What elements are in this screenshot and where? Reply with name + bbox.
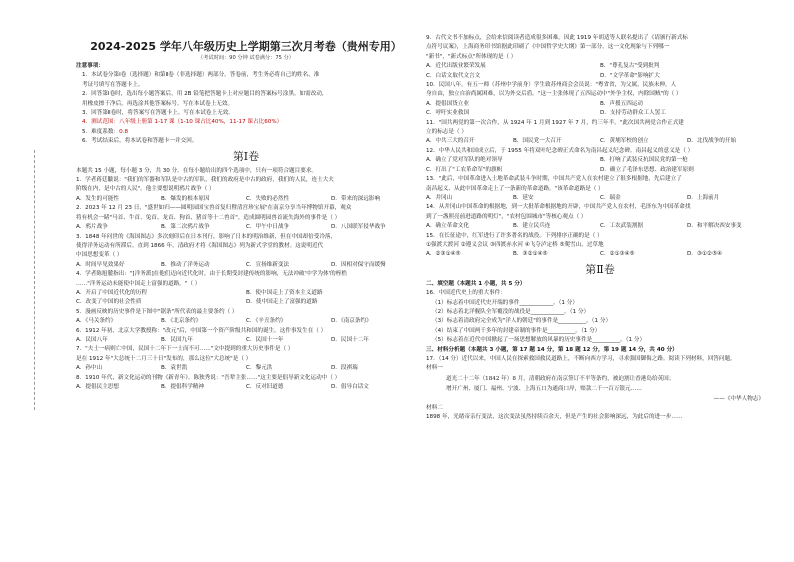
answer-option: A．开启了中国近代化的历程 (76, 289, 147, 296)
answer-option: C．白话文取代文言文 (426, 72, 481, 79)
answer-option: C．②①③④⑤ (600, 251, 635, 258)
option-row (76, 317, 416, 326)
question-text: 12．中华人民共和国成立后，于 1955 年将双叶纪念碑正式命名为南昌起义纪念碑。南昌起义的意义是（ ） (426, 147, 694, 154)
question-text: 4．学者陈旭麓指出："[洋务派]在他们迈向近代化时，由于长期受封建传统的影响，无法冲破'中学为体'的桎梏 (76, 271, 347, 278)
answer-option: C．反对旧道德 (246, 384, 284, 390)
answer-option: B．提倡科学精神 (161, 384, 204, 390)
answer-option: D．带来的深远影响 (331, 195, 381, 202)
question-text: 6．1912 年初，北京大学教授称："改元"后，中国第一个资产阶级共和国的诞生。这件事发生在（ ） (76, 327, 327, 334)
answer-option: B．声援五四运动 (600, 100, 643, 107)
answer-option: D．③①②⑤④ (687, 251, 722, 258)
option-row (76, 383, 416, 392)
option-row (76, 289, 416, 298)
answer-option: D．支持劳动群众工人罢工 (600, 110, 666, 117)
answer-option: A．提倡民主思想 (76, 384, 119, 390)
answer-option: C．黎元洪 (246, 365, 273, 372)
notice-item: 考证号填写在答题卡上。 (82, 81, 144, 88)
fill-item: （3）标志着清政府完全成为"洋人的朝廷"的事件是__________。（1 分） (432, 318, 612, 325)
answer-option: D．段祺瑞 (331, 365, 358, 372)
answer-option: C．民国十一年 (246, 336, 284, 343)
question-text: 14．从井冈山中国革命的根据地，到一大批革命根据地的开辟，中国共产党人在农村，毛泽东为中国革命找 (426, 204, 691, 211)
notice-item: 3．回答第Ⅱ卷时，将答案写在答题卡上。写在本试卷上无效。 (82, 110, 234, 117)
material-quote-2: 增开广州、厦门、福州、宁波、上海五口为通商口岸，赔款二千一百万银元…… (446, 385, 642, 392)
option-row (76, 195, 416, 204)
option-row (426, 100, 774, 109)
material-question-line: 材料一 (426, 365, 443, 372)
answer-option: C．改变了中国的社会性质 (76, 299, 142, 306)
answer-option: B．袁世凯 (161, 365, 188, 372)
answer-option: C．失败的必然性 (246, 195, 290, 202)
answer-option: A．确立革命文化 (426, 223, 469, 230)
option-row (426, 222, 774, 231)
question-text: 9．古代文书不加标点，会给来信阅读者造成很多困难。因此 1919 年胡适等人联名提出了《请颁行新式标 (426, 35, 688, 41)
notice-item-6: 6．考试结束后，将本试卷和答题卡一并交回。 (82, 138, 198, 145)
answer-option: D．《南京条约》 (331, 318, 372, 325)
answer-option: C．呼吁实业救国 (426, 110, 470, 117)
answer-option: D．八国联军侵华战争 (331, 224, 386, 231)
answer-option: B．建立民兵连 (513, 223, 551, 230)
answer-option: A．井冈山 (426, 194, 453, 201)
answer-option: C．工农武装割据 (600, 223, 644, 230)
answer-option: C．甲午中日战争 (246, 224, 290, 231)
test-scope: 4．测试范围：八年级上册第 1-17 课（1-10 课占比40%，11-17 课占比60%） (82, 119, 283, 126)
fill-item-list (426, 299, 774, 346)
notice-item: 1．本试卷分第Ⅰ卷（选择题）和第Ⅱ卷（非选择题）两部分。答卷前，考生务必将自己的姓名、准 (82, 72, 320, 79)
exam-meta: （考试时间：90 分钟 试卷满分：75 分） (198, 55, 294, 61)
answer-option: C．《辛丑条约》 (246, 318, 287, 325)
material-question (426, 355, 774, 374)
option-row (426, 137, 774, 146)
answer-option: A．中共三大的召开 (426, 138, 475, 145)
question-text: 10．民国八年，有五一师（苏州中学前身）学生致苏州商会会员说："粤省省，为父属，民族未伸，人 (426, 82, 677, 89)
answer-option: A．②③①④⑤ (426, 251, 461, 258)
option-row (426, 109, 774, 118)
binding-line (34, 150, 35, 410)
fill-item: （1）标志着中国近代史开端的事件____________。（1 分） (432, 299, 578, 306)
answer-option: D．和平解决西安事变 (687, 223, 742, 230)
answer-option: A．提倡国货立业 (426, 100, 469, 107)
option-row (426, 194, 774, 203)
fill-item: （4）结束了中国两千多年的封建帝制的事件是__________。（1 分） (432, 327, 601, 334)
question-text: 中国思想变革（ ） (76, 252, 123, 259)
right-column (426, 34, 774, 556)
material-2-text: 1898 年，光绪帝亲行变法，这次变法虽然持续百余天，但是产生的社会影响深远，为此后的进一步…… (426, 414, 683, 421)
answer-option: D．使中国走上了富强的道路 (246, 299, 318, 306)
question-text: 7．"夫士一病则亡中国，民国十二年下一士而不可……"文中提到的重大历史事件是（ ） (76, 346, 294, 353)
notice-item: 用橡皮擦干净后，再选涂其他答案标号。写在本试卷上无效。 (82, 100, 234, 107)
answer-option: B．③②①④⑤ (513, 251, 548, 258)
question-text: 3．1848 年问世的《海国图志》多次刻印后在日本刊行，影响了日本的明治维新，但在中国却倍受冷落， (76, 233, 337, 240)
material-intro: 三、材料分析题（本题共 3 小题，第 17 题 14 分，第 18 题 12 分，第 19 题 14 分，共 40 分） (426, 346, 678, 353)
fill-question: 16．中国近代史上的重大事件： (426, 290, 506, 297)
question-text: 点符号议案》，上海商务印书馆据此印刷了《中国哲学史大纲》第一部分。这一文化现象与下列哪一 (426, 44, 670, 51)
option-row (426, 166, 774, 175)
question-text: 8．1910 年代，新文化运动的刊物《新青年》。陈独秀说："吾辈主张……"这主要是倡导新文化运动中（ ） (76, 374, 341, 381)
answer-option: B．爆发的根本原因 (161, 195, 210, 202)
question-text: 阶级在内，是中古的人民"。他主要想说明鸦片战争（ ） (76, 186, 215, 193)
option-row (76, 261, 416, 270)
section-1-intro: 本题共 15 小题，每小题 3 分，共 30 分。在每小题给出的四个选项中，只有一项符合题目要求。 (76, 167, 318, 174)
answer-option: D．倡导白话文 (331, 384, 369, 390)
right-question-list (426, 34, 774, 260)
answer-option: B．"尊孔复古"受到批判 (600, 63, 660, 70)
option-row (426, 250, 774, 259)
question-text: 11．"国共两党的第一次合作，从 1924 年 1 月到 1927 年 7 月，约三年半。"此次国共两党合作正式建 (426, 119, 684, 126)
answer-option: B．推动了洋务运动 (161, 261, 210, 268)
left-column (76, 34, 416, 556)
option-row (76, 336, 416, 345)
binding-margin (14, 150, 54, 410)
question-text: 立的标志是（ ） (426, 129, 467, 136)
question-text: 5．漫画反映的历史事件是下图中"锯条"所代表的最主要条约（ ） (76, 308, 238, 315)
answer-option: A．鸦片战争 (76, 224, 108, 231)
option-row (426, 72, 774, 81)
fill-item: （5）标志着在近代中国掀起了一场思想解放的风暴的历史事件是__________。（1 分） (432, 337, 646, 344)
fill-item: （2）标志着北洋舰队全军覆没的战役是____________。（1 分） (432, 308, 590, 315)
notice-heading: 注意事项： (76, 63, 104, 69)
exam-title: 2024-2025 学年八年级历史上学期第三次月考卷（贵州专用） (90, 40, 402, 53)
option-row (76, 223, 416, 232)
answer-option: B．延安 (513, 194, 534, 201)
option-row (426, 156, 774, 165)
question-text: "新书"，"新式标点"所体现的是（ ） (426, 53, 517, 60)
fill-intro: 二、填空题（本题共 1 小题，共 5 分） (426, 280, 526, 287)
answer-option: C．瑞金 (600, 194, 621, 201)
material-quote: 道光二十二年（1842 年）8 月，清朝政府在南京签订不平等条约，被迫割让香港岛给英国； (446, 375, 675, 382)
question-text: 13．"此后，中国革命进入土地革命武装斗争时期，中国共产党人在农村建立了很多根据地，先后建立了 (426, 176, 682, 183)
left-question-list (76, 176, 416, 392)
material-source: ——《中华人物志》 (713, 395, 764, 402)
question-text: ①强渡大渡河 ②遵义会议 ③四渡赤水河 ④飞夺泸定桥 ⑤爬雪山、过草地 (426, 241, 604, 248)
answer-option: A．发生的可能性 (76, 195, 119, 202)
answer-option: B．使中国走上了资本主义道路 (246, 289, 323, 296)
option-row (76, 364, 416, 373)
material-2-label: 材料二 (426, 404, 443, 411)
answer-option: D．民国十二年 (331, 336, 369, 343)
notice-item: 2．回答第Ⅰ卷时，选出每小题答案后，用 2B 铅笔把答题卡上对应题目的答案标号涂黑。如需改动， (82, 91, 328, 98)
question-text: 是在 1912 年"大总统十二月三十日"发布的，那么这位"大总统"是（ ） (76, 355, 252, 362)
answer-option: D．因相对保守而缓慢 (331, 261, 386, 268)
answer-option: A．时间早见效果好 (76, 261, 125, 268)
question-text: 15．在长征途中，红军进行了许多著名的战役。下列排序正确的是（ ） (426, 232, 603, 239)
answer-option: B．国民党一大召开 (513, 138, 562, 145)
question-text: 将有机会一睹"马首、牛首、兔首、龙首、狗首、猪首等十二兽首"。造成圆明园兽首流失海外的事件是（ ） (76, 214, 341, 221)
answer-option: B．《北京条约》 (161, 318, 202, 325)
answer-option: A．《马关条约》 (76, 318, 117, 325)
question-text: 2．2023 年 12 月 23 日，"盛世如归——圆明园国宝兽首复归暨清宫珍宝展"在南京分享当年博物馆开幕，观众 (76, 205, 352, 212)
answer-option: A．确立了党对军队的绝对领导 (426, 157, 503, 164)
question-text: ……"洋务运动未能使中国走上富强的道路。"（ ） (76, 280, 201, 287)
notice-list (76, 71, 416, 118)
material-question-line: 17．（14 分）近代以来，中国人民在探索救国救民道路上，不断向西方学习，寻求强国御侮之路。阅读下列材料，回答问题。 (426, 356, 736, 362)
difficulty-value: 0.8 (119, 128, 129, 135)
section-1-title: 第Ⅰ卷 (232, 149, 260, 163)
option-row (76, 298, 416, 307)
question-text: 1．学者蒋廷黻说："我们的军器和军队是中古的军队，我们的政府是中古的政府，我们的人民，连士大夫 (76, 177, 334, 184)
option-row (426, 62, 774, 71)
answer-option: D．北伐战争的开始 (687, 138, 737, 145)
answer-option: B．民国九年 (161, 336, 193, 343)
answer-option: D．确立了毛泽东思想、政治建军原则 (600, 166, 694, 173)
answer-option: C．宣扬维新变法 (246, 261, 290, 268)
answer-option: A．民国八年 (76, 336, 108, 343)
question-text: 南昌起义、从此中国革命走上了一条新的革命道路。"该革命道路是（ ） (426, 185, 604, 192)
answer-option: C．打出了"工农革命军"的旗帜 (426, 166, 503, 173)
answer-option: B．第二次鸦片战争 (161, 224, 210, 231)
answer-option: A．孙中山 (76, 365, 103, 372)
answer-option: D．"文学革命"影响扩大 (600, 72, 660, 79)
difficulty-line: 5．难度系数：0.8 (82, 128, 129, 135)
answer-option: D．上海前月 (687, 194, 720, 201)
answer-option: C．黄埔军校的创立 (600, 138, 649, 145)
question-text: 到了一盏照亮前进道路的明灯"，"农村包围城市"等核心观点（ ） (426, 213, 587, 220)
question-text: 身自由，独立自治尚属困难，以为外交后盾。"这一主张体现了五四运动中"外争主权，内除国贼"的（ ） (426, 91, 682, 98)
question-text: 使得洋务运动有所滞后。直到 1866 年，清政府才将《海国图志》列为新式学堂的教材。这说明近代 (76, 242, 324, 249)
answer-option: A．近代出版业繁荣发展 (426, 63, 486, 70)
answer-option: B．打响了武装反抗国民党的第一枪 (600, 157, 688, 164)
section-2-title: 第Ⅱ卷 (585, 262, 615, 276)
